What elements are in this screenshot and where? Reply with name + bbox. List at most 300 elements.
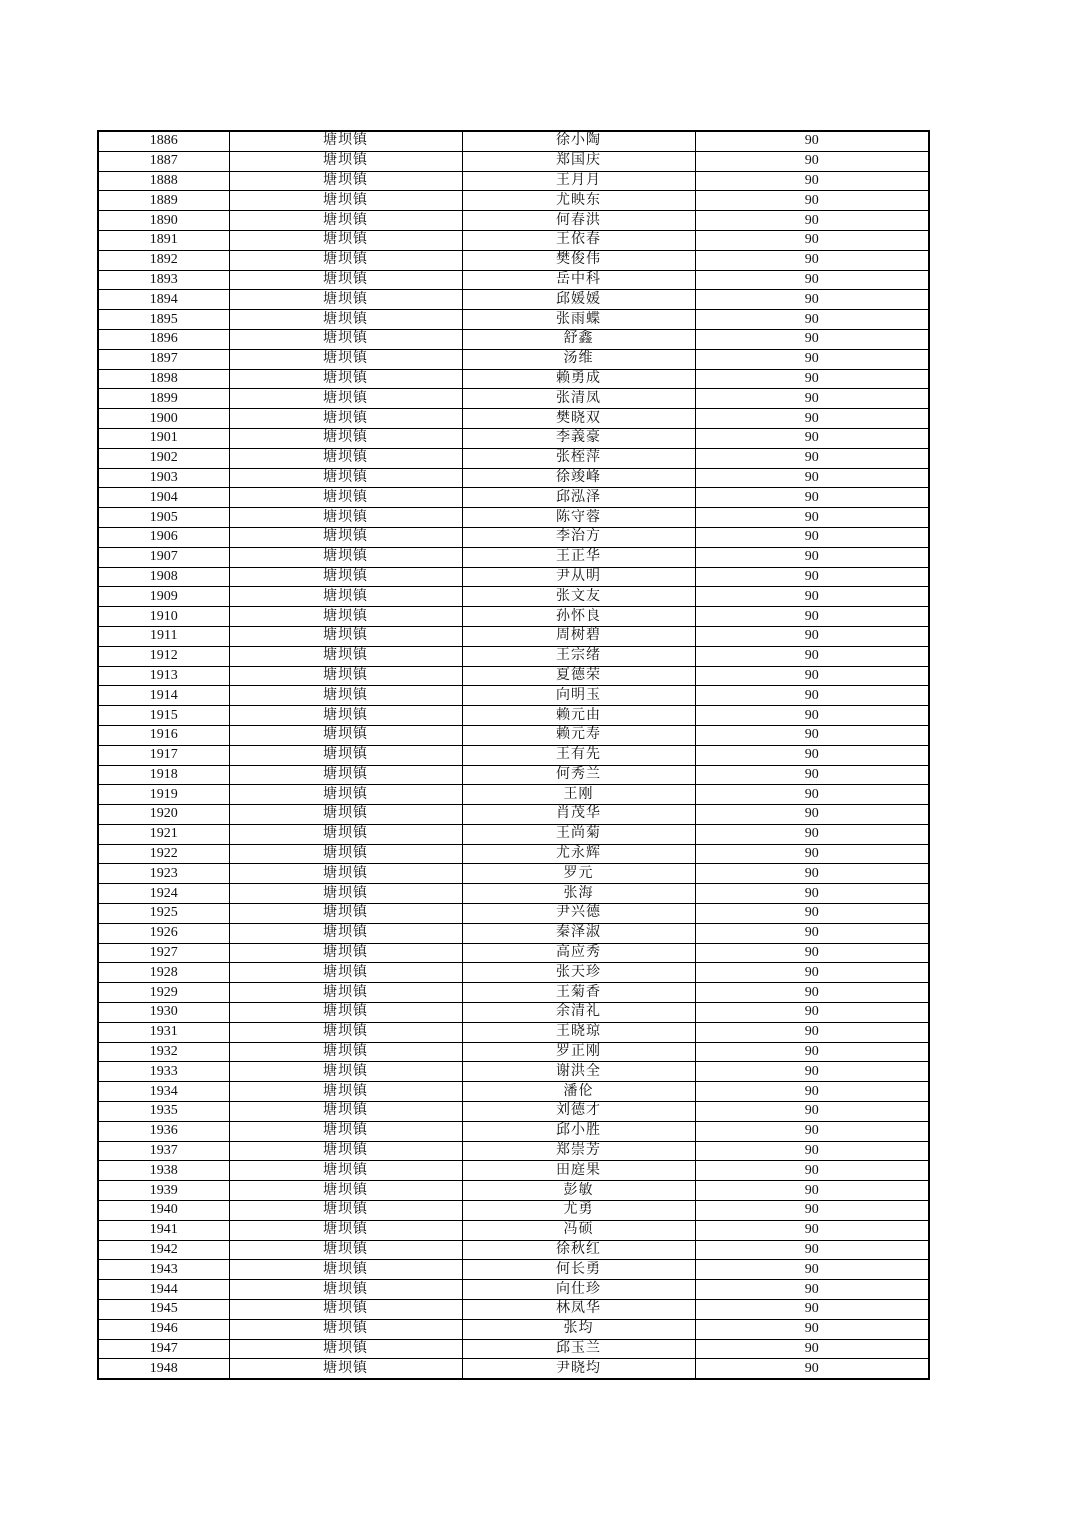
serial-number-cell: 1900 xyxy=(98,409,229,429)
serial-number-cell: 1889 xyxy=(98,191,229,211)
table-row xyxy=(98,785,929,805)
table-row xyxy=(98,725,929,745)
serial-number-cell: 1910 xyxy=(98,607,229,627)
serial-number-cell: 1918 xyxy=(98,765,229,785)
town-cell: 塘坝镇 xyxy=(229,1062,462,1082)
name-cell: 赖元寿 xyxy=(462,725,695,745)
town-cell: 塘坝镇 xyxy=(229,1201,462,1221)
amount-cell: 90 xyxy=(695,1062,929,1082)
name-cell: 余清礼 xyxy=(462,1003,695,1023)
amount-cell: 90 xyxy=(695,666,929,686)
town-cell: 塘坝镇 xyxy=(229,587,462,607)
amount-cell: 90 xyxy=(695,805,929,825)
serial-number-cell: 1916 xyxy=(98,725,229,745)
table-row xyxy=(98,448,929,468)
town-cell: 塘坝镇 xyxy=(229,1339,462,1359)
amount-cell: 90 xyxy=(695,706,929,726)
table-row xyxy=(98,864,929,884)
serial-number-cell: 1940 xyxy=(98,1201,229,1221)
serial-number-cell: 1886 xyxy=(98,131,229,151)
table-row xyxy=(98,607,929,627)
town-cell: 塘坝镇 xyxy=(229,270,462,290)
name-cell: 王刚 xyxy=(462,785,695,805)
table-row xyxy=(98,270,929,290)
table-row xyxy=(98,686,929,706)
town-cell: 塘坝镇 xyxy=(229,547,462,567)
name-cell: 罗正刚 xyxy=(462,1042,695,1062)
amount-cell: 90 xyxy=(695,409,929,429)
table-row xyxy=(98,1319,929,1339)
serial-number-cell: 1923 xyxy=(98,864,229,884)
name-cell: 尹兴德 xyxy=(462,904,695,924)
serial-number-cell: 1921 xyxy=(98,824,229,844)
serial-number-cell: 1932 xyxy=(98,1042,229,1062)
amount-cell: 90 xyxy=(695,765,929,785)
amount-cell: 90 xyxy=(695,1240,929,1260)
amount-cell: 90 xyxy=(695,1121,929,1141)
table-row xyxy=(98,369,929,389)
name-cell: 王菊香 xyxy=(462,983,695,1003)
table-row xyxy=(98,151,929,171)
amount-cell: 90 xyxy=(695,1082,929,1102)
town-cell: 塘坝镇 xyxy=(229,646,462,666)
serial-number-cell: 1908 xyxy=(98,567,229,587)
amount-cell: 90 xyxy=(695,1359,929,1379)
name-cell: 汤维 xyxy=(462,349,695,369)
name-cell: 邱玉兰 xyxy=(462,1339,695,1359)
serial-number-cell: 1907 xyxy=(98,547,229,567)
table-row xyxy=(98,1141,929,1161)
serial-number-cell: 1919 xyxy=(98,785,229,805)
name-cell: 潘伦 xyxy=(462,1082,695,1102)
town-cell: 塘坝镇 xyxy=(229,527,462,547)
amount-cell: 90 xyxy=(695,230,929,250)
table-row xyxy=(98,884,929,904)
name-cell: 张天珍 xyxy=(462,963,695,983)
serial-number-cell: 1904 xyxy=(98,488,229,508)
amount-cell: 90 xyxy=(695,686,929,706)
name-cell: 邱泓泽 xyxy=(462,488,695,508)
town-cell: 塘坝镇 xyxy=(229,1319,462,1339)
table-row xyxy=(98,844,929,864)
town-cell: 塘坝镇 xyxy=(229,1121,462,1141)
amount-cell: 90 xyxy=(695,1042,929,1062)
amount-cell: 90 xyxy=(695,1280,929,1300)
name-cell: 谢洪全 xyxy=(462,1062,695,1082)
name-cell: 尤映东 xyxy=(462,191,695,211)
amount-cell: 90 xyxy=(695,448,929,468)
table-row xyxy=(98,1240,929,1260)
town-cell: 塘坝镇 xyxy=(229,290,462,310)
table-row xyxy=(98,824,929,844)
town-cell: 塘坝镇 xyxy=(229,884,462,904)
amount-cell: 90 xyxy=(695,1260,929,1280)
table-row xyxy=(98,250,929,270)
amount-cell: 90 xyxy=(695,884,929,904)
serial-number-cell: 1922 xyxy=(98,844,229,864)
amount-cell: 90 xyxy=(695,349,929,369)
name-cell: 赖元由 xyxy=(462,706,695,726)
town-cell: 塘坝镇 xyxy=(229,904,462,924)
town-cell: 塘坝镇 xyxy=(229,626,462,646)
serial-number-cell: 1933 xyxy=(98,1062,229,1082)
serial-number-cell: 1905 xyxy=(98,508,229,528)
serial-number-cell: 1934 xyxy=(98,1082,229,1102)
amount-cell: 90 xyxy=(695,626,929,646)
table-body xyxy=(98,131,929,1379)
amount-cell: 90 xyxy=(695,211,929,231)
serial-number-cell: 1929 xyxy=(98,983,229,1003)
town-cell: 塘坝镇 xyxy=(229,1082,462,1102)
name-cell: 郑国庆 xyxy=(462,151,695,171)
town-cell: 塘坝镇 xyxy=(229,765,462,785)
name-cell: 肖茂华 xyxy=(462,805,695,825)
table-row xyxy=(98,428,929,448)
amount-cell: 90 xyxy=(695,587,929,607)
amount-cell: 90 xyxy=(695,389,929,409)
town-cell: 塘坝镇 xyxy=(229,1260,462,1280)
amount-cell: 90 xyxy=(695,1319,929,1339)
table-row xyxy=(98,587,929,607)
table-row xyxy=(98,1062,929,1082)
table-row xyxy=(98,963,929,983)
table-row xyxy=(98,290,929,310)
amount-cell: 90 xyxy=(695,191,929,211)
town-cell: 塘坝镇 xyxy=(229,310,462,330)
serial-number-cell: 1894 xyxy=(98,290,229,310)
serial-number-cell: 1939 xyxy=(98,1181,229,1201)
serial-number-cell: 1938 xyxy=(98,1161,229,1181)
table-row xyxy=(98,508,929,528)
serial-number-cell: 1937 xyxy=(98,1141,229,1161)
name-cell: 王晓琼 xyxy=(462,1022,695,1042)
amount-cell: 90 xyxy=(695,1141,929,1161)
table-row xyxy=(98,171,929,191)
table-row xyxy=(98,329,929,349)
name-cell: 周树碧 xyxy=(462,626,695,646)
serial-number-cell: 1925 xyxy=(98,904,229,924)
amount-cell: 90 xyxy=(695,270,929,290)
serial-number-cell: 1901 xyxy=(98,428,229,448)
name-cell: 舒鑫 xyxy=(462,329,695,349)
serial-number-cell: 1942 xyxy=(98,1240,229,1260)
serial-number-cell: 1906 xyxy=(98,527,229,547)
town-cell: 塘坝镇 xyxy=(229,785,462,805)
amount-cell: 90 xyxy=(695,508,929,528)
serial-number-cell: 1917 xyxy=(98,745,229,765)
town-cell: 塘坝镇 xyxy=(229,1022,462,1042)
table-row xyxy=(98,567,929,587)
name-cell: 何秀兰 xyxy=(462,765,695,785)
amount-cell: 90 xyxy=(695,468,929,488)
serial-number-cell: 1931 xyxy=(98,1022,229,1042)
town-cell: 塘坝镇 xyxy=(229,1141,462,1161)
town-cell: 塘坝镇 xyxy=(229,329,462,349)
town-cell: 塘坝镇 xyxy=(229,428,462,448)
name-cell: 彭敏 xyxy=(462,1181,695,1201)
table-row xyxy=(98,666,929,686)
name-cell: 向仕珍 xyxy=(462,1280,695,1300)
name-cell: 罗元 xyxy=(462,864,695,884)
serial-number-cell: 1892 xyxy=(98,250,229,270)
name-cell: 张文友 xyxy=(462,587,695,607)
name-cell: 王有先 xyxy=(462,745,695,765)
amount-cell: 90 xyxy=(695,1220,929,1240)
table-row xyxy=(98,310,929,330)
amount-cell: 90 xyxy=(695,1201,929,1221)
amount-cell: 90 xyxy=(695,607,929,627)
table-row xyxy=(98,547,929,567)
name-cell: 岳中科 xyxy=(462,270,695,290)
serial-number-cell: 1897 xyxy=(98,349,229,369)
amount-cell: 90 xyxy=(695,725,929,745)
amount-cell: 90 xyxy=(695,785,929,805)
town-cell: 塘坝镇 xyxy=(229,607,462,627)
town-cell: 塘坝镇 xyxy=(229,1359,462,1379)
table-row xyxy=(98,131,929,151)
name-cell: 冯硕 xyxy=(462,1220,695,1240)
amount-cell: 90 xyxy=(695,171,929,191)
town-cell: 塘坝镇 xyxy=(229,488,462,508)
town-cell: 塘坝镇 xyxy=(229,250,462,270)
town-cell: 塘坝镇 xyxy=(229,131,462,151)
table-row xyxy=(98,389,929,409)
town-cell: 塘坝镇 xyxy=(229,171,462,191)
name-cell: 林凤华 xyxy=(462,1300,695,1320)
table-row xyxy=(98,1201,929,1221)
town-cell: 塘坝镇 xyxy=(229,1102,462,1122)
town-cell: 塘坝镇 xyxy=(229,191,462,211)
serial-number-cell: 1945 xyxy=(98,1300,229,1320)
town-cell: 塘坝镇 xyxy=(229,824,462,844)
name-cell: 刘德才 xyxy=(462,1102,695,1122)
amount-cell: 90 xyxy=(695,290,929,310)
table-row xyxy=(98,1280,929,1300)
name-cell: 尤勇 xyxy=(462,1201,695,1221)
table-row xyxy=(98,1022,929,1042)
name-cell: 张雨蝶 xyxy=(462,310,695,330)
serial-number-cell: 1920 xyxy=(98,805,229,825)
name-cell: 王正华 xyxy=(462,547,695,567)
name-cell: 夏德荣 xyxy=(462,666,695,686)
table-row xyxy=(98,1082,929,1102)
table-row xyxy=(98,1220,929,1240)
table-row xyxy=(98,1339,929,1359)
amount-cell: 90 xyxy=(695,1181,929,1201)
town-cell: 塘坝镇 xyxy=(229,409,462,429)
town-cell: 塘坝镇 xyxy=(229,230,462,250)
table-row xyxy=(98,1260,929,1280)
table-row xyxy=(98,1102,929,1122)
town-cell: 塘坝镇 xyxy=(229,745,462,765)
serial-number-cell: 1893 xyxy=(98,270,229,290)
town-cell: 塘坝镇 xyxy=(229,923,462,943)
name-cell: 樊晓双 xyxy=(462,409,695,429)
name-cell: 赖勇成 xyxy=(462,369,695,389)
amount-cell: 90 xyxy=(695,151,929,171)
amount-cell: 90 xyxy=(695,310,929,330)
serial-number-cell: 1914 xyxy=(98,686,229,706)
town-cell: 塘坝镇 xyxy=(229,864,462,884)
serial-number-cell: 1941 xyxy=(98,1220,229,1240)
town-cell: 塘坝镇 xyxy=(229,706,462,726)
town-cell: 塘坝镇 xyxy=(229,983,462,1003)
serial-number-cell: 1926 xyxy=(98,923,229,943)
town-cell: 塘坝镇 xyxy=(229,211,462,231)
serial-number-cell: 1936 xyxy=(98,1121,229,1141)
town-cell: 塘坝镇 xyxy=(229,1181,462,1201)
serial-number-cell: 1928 xyxy=(98,963,229,983)
table-row xyxy=(98,488,929,508)
amount-cell: 90 xyxy=(695,745,929,765)
town-cell: 塘坝镇 xyxy=(229,508,462,528)
town-cell: 塘坝镇 xyxy=(229,1161,462,1181)
town-cell: 塘坝镇 xyxy=(229,369,462,389)
amount-cell: 90 xyxy=(695,824,929,844)
table-row xyxy=(98,706,929,726)
town-cell: 塘坝镇 xyxy=(229,963,462,983)
table-row xyxy=(98,646,929,666)
amount-cell: 90 xyxy=(695,1300,929,1320)
serial-number-cell: 1915 xyxy=(98,706,229,726)
town-cell: 塘坝镇 xyxy=(229,1220,462,1240)
amount-cell: 90 xyxy=(695,567,929,587)
serial-number-cell: 1902 xyxy=(98,448,229,468)
serial-number-cell: 1927 xyxy=(98,943,229,963)
table-row xyxy=(98,626,929,646)
serial-number-cell: 1913 xyxy=(98,666,229,686)
serial-number-cell: 1944 xyxy=(98,1280,229,1300)
name-cell: 张桎萍 xyxy=(462,448,695,468)
amount-cell: 90 xyxy=(695,943,929,963)
serial-number-cell: 1895 xyxy=(98,310,229,330)
table-row xyxy=(98,805,929,825)
table-row xyxy=(98,745,929,765)
name-cell: 王宗绪 xyxy=(462,646,695,666)
table-row xyxy=(98,191,929,211)
amount-cell: 90 xyxy=(695,428,929,448)
name-cell: 徐小陶 xyxy=(462,131,695,151)
name-cell: 何春洪 xyxy=(462,211,695,231)
name-cell: 李治方 xyxy=(462,527,695,547)
serial-number-cell: 1911 xyxy=(98,626,229,646)
amount-cell: 90 xyxy=(695,983,929,1003)
town-cell: 塘坝镇 xyxy=(229,349,462,369)
town-cell: 塘坝镇 xyxy=(229,805,462,825)
serial-number-cell: 1930 xyxy=(98,1003,229,1023)
table-row xyxy=(98,211,929,231)
amount-cell: 90 xyxy=(695,844,929,864)
town-cell: 塘坝镇 xyxy=(229,1300,462,1320)
amount-cell: 90 xyxy=(695,1339,929,1359)
table-row xyxy=(98,1161,929,1181)
amount-cell: 90 xyxy=(695,250,929,270)
town-cell: 塘坝镇 xyxy=(229,686,462,706)
amount-cell: 90 xyxy=(695,963,929,983)
table-row xyxy=(98,468,929,488)
town-cell: 塘坝镇 xyxy=(229,448,462,468)
table-row xyxy=(98,943,929,963)
table-row xyxy=(98,1121,929,1141)
name-cell: 徐竣峰 xyxy=(462,468,695,488)
serial-number-cell: 1935 xyxy=(98,1102,229,1122)
town-cell: 塘坝镇 xyxy=(229,1240,462,1260)
name-cell: 田庭果 xyxy=(462,1161,695,1181)
town-cell: 塘坝镇 xyxy=(229,666,462,686)
table-row xyxy=(98,230,929,250)
name-cell: 王月月 xyxy=(462,171,695,191)
name-cell: 尤永辉 xyxy=(462,844,695,864)
name-cell: 郑崇芳 xyxy=(462,1141,695,1161)
serial-number-cell: 1898 xyxy=(98,369,229,389)
amount-cell: 90 xyxy=(695,527,929,547)
name-cell: 张清凤 xyxy=(462,389,695,409)
serial-number-cell: 1947 xyxy=(98,1339,229,1359)
town-cell: 塘坝镇 xyxy=(229,468,462,488)
name-cell: 王尚菊 xyxy=(462,824,695,844)
table-row xyxy=(98,923,929,943)
serial-number-cell: 1912 xyxy=(98,646,229,666)
amount-cell: 90 xyxy=(695,369,929,389)
table-row xyxy=(98,1359,929,1379)
name-cell: 何长勇 xyxy=(462,1260,695,1280)
serial-number-cell: 1888 xyxy=(98,171,229,191)
name-cell: 张均 xyxy=(462,1319,695,1339)
name-cell: 孙怀良 xyxy=(462,607,695,627)
serial-number-cell: 1946 xyxy=(98,1319,229,1339)
name-cell: 王依春 xyxy=(462,230,695,250)
name-cell: 陈守蓉 xyxy=(462,508,695,528)
serial-number-cell: 1924 xyxy=(98,884,229,904)
serial-number-cell: 1903 xyxy=(98,468,229,488)
amount-cell: 90 xyxy=(695,1102,929,1122)
town-cell: 塘坝镇 xyxy=(229,1042,462,1062)
serial-number-cell: 1899 xyxy=(98,389,229,409)
serial-number-cell: 1887 xyxy=(98,151,229,171)
town-cell: 塘坝镇 xyxy=(229,389,462,409)
name-cell: 尹从明 xyxy=(462,567,695,587)
amount-cell: 90 xyxy=(695,646,929,666)
town-cell: 塘坝镇 xyxy=(229,844,462,864)
serial-number-cell: 1943 xyxy=(98,1260,229,1280)
serial-number-cell: 1891 xyxy=(98,230,229,250)
name-cell: 秦泽淑 xyxy=(462,923,695,943)
name-cell: 向明玉 xyxy=(462,686,695,706)
name-cell: 高应秀 xyxy=(462,943,695,963)
name-cell: 尹晓均 xyxy=(462,1359,695,1379)
amount-cell: 90 xyxy=(695,1161,929,1181)
name-cell: 樊俊伟 xyxy=(462,250,695,270)
table-row xyxy=(98,1042,929,1062)
name-cell: 邱小胜 xyxy=(462,1121,695,1141)
serial-number-cell: 1948 xyxy=(98,1359,229,1379)
table-row xyxy=(98,527,929,547)
amount-cell: 90 xyxy=(695,547,929,567)
table-row xyxy=(98,1300,929,1320)
town-cell: 塘坝镇 xyxy=(229,151,462,171)
amount-cell: 90 xyxy=(695,131,929,151)
table-row xyxy=(98,904,929,924)
amount-cell: 90 xyxy=(695,1003,929,1023)
town-cell: 塘坝镇 xyxy=(229,1003,462,1023)
table-row xyxy=(98,1003,929,1023)
name-cell: 邱媛媛 xyxy=(462,290,695,310)
amount-cell: 90 xyxy=(695,488,929,508)
amount-cell: 90 xyxy=(695,923,929,943)
town-cell: 塘坝镇 xyxy=(229,1280,462,1300)
serial-number-cell: 1890 xyxy=(98,211,229,231)
amount-cell: 90 xyxy=(695,904,929,924)
